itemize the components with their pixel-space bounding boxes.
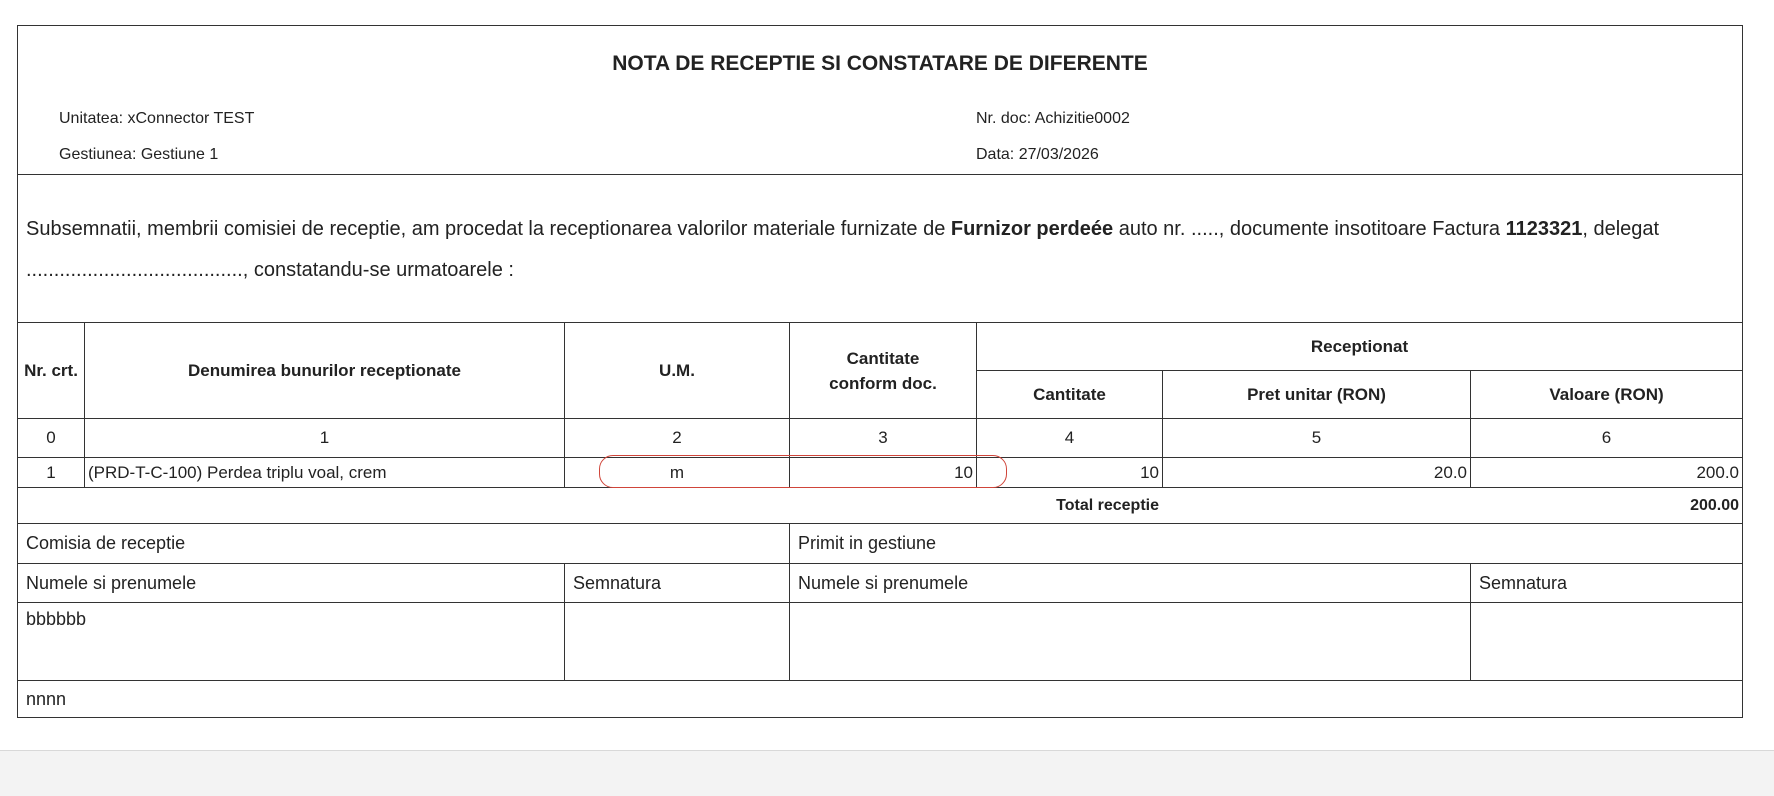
header-unit-price: Pret unitar (RON) — [1247, 385, 1386, 404]
signature-divider — [564, 563, 565, 680]
unit-line: Unitatea: xConnector TEST — [59, 110, 255, 127]
intro-text-3: , delegat ......................................., constatandu-se urmatoarele : — [26, 218, 1660, 281]
reception-note — [17, 25, 1743, 718]
commission-member-name: bbbbbb — [26, 609, 87, 629]
total-label: Total receptie — [1056, 496, 1159, 514]
intro-text-2: auto nr. ....., documente insotitoare Factura — [1113, 218, 1506, 240]
column-number: 4 — [1064, 428, 1075, 447]
row-unit-price: 20.0 — [1433, 462, 1467, 482]
footer-note: nnnn — [26, 689, 67, 709]
commission-label: Comisia de receptie — [26, 533, 186, 553]
header-qty-doc: Cantitate conform doc. — [829, 348, 937, 393]
total-value: 200.00 — [1690, 496, 1739, 514]
name-label-right: Numele si prenumele — [798, 572, 969, 593]
signature-boxes-border — [18, 680, 1742, 681]
invoice-number: 1123321 — [1505, 218, 1583, 240]
column-number: 6 — [1601, 428, 1612, 447]
signature-divider — [789, 523, 790, 680]
column-number: 3 — [878, 428, 888, 447]
intro-text-1: Subsemnatii, membrii comisiei de receptie, am procedat la receptionarea valorilor materiale furnizate de — [26, 218, 951, 240]
supplier-name: Furnizor perdeée — [950, 218, 1114, 240]
row-value: 200.0 — [1696, 462, 1739, 482]
row-nr: 1 — [46, 462, 56, 482]
header-received: Receptionat — [1310, 337, 1409, 356]
header-name: Denumirea bunurilor receptionate — [188, 361, 461, 380]
header-nr: Nr. crt. — [24, 361, 78, 380]
column-number: 1 — [319, 428, 330, 447]
row-product-name: (PRD-T-C-100) Perdea triplu voal, crem — [88, 462, 387, 482]
row-qty: 10 — [1140, 462, 1159, 482]
document-title: NOTA DE RECEPTIE SI CONSTATARE DE DIFERENTE — [612, 52, 1148, 75]
column-number: 2 — [672, 428, 682, 447]
signature-divider — [1470, 563, 1471, 680]
doc-number-line: Nr. doc: Achizitie0002 — [976, 110, 1130, 127]
management-line: Gestiunea: Gestiune 1 — [59, 146, 219, 163]
header-value: Valoare (RON) — [1549, 385, 1664, 404]
date-line: Data: 27/03/2026 — [976, 146, 1099, 163]
row-qty-doc: 10 — [954, 462, 973, 482]
column-number: 0 — [46, 428, 56, 447]
signature-labels-border — [18, 602, 1742, 603]
received-label: Primit in gestiune — [798, 533, 937, 553]
column-number: 5 — [1311, 428, 1322, 447]
intro-paragraph — [26, 209, 1731, 291]
divider — [18, 174, 1742, 175]
signature-label-right: Semnatura — [1479, 572, 1568, 593]
signature-label-left: Semnatura — [573, 572, 662, 593]
row-um: m — [669, 462, 685, 482]
header-um: U.M. — [659, 361, 695, 380]
name-label-left: Numele si prenumele — [26, 572, 197, 593]
highlight-annotation — [599, 455, 1007, 488]
header-qty: Cantitate — [1033, 385, 1106, 404]
